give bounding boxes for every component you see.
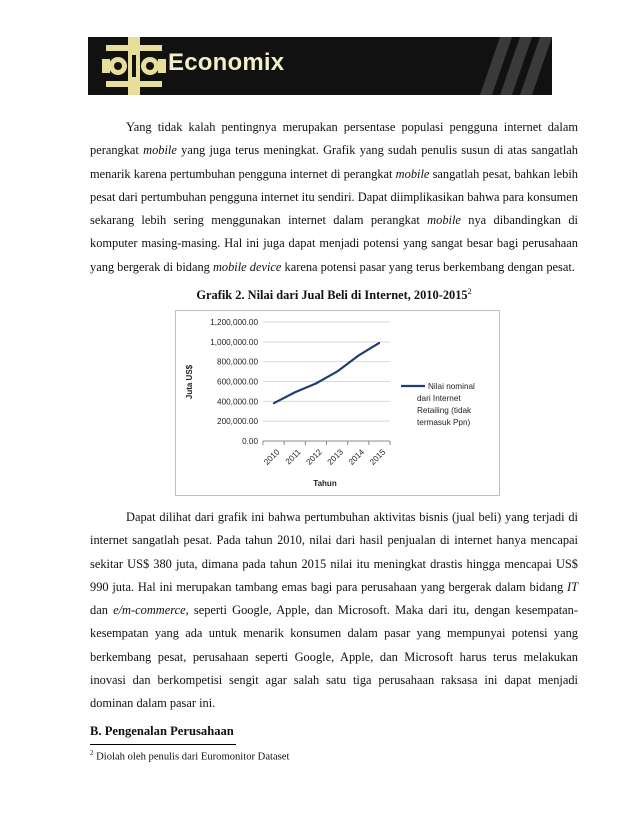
y-tick-label: 0.00 (242, 437, 258, 446)
caption-footnote-ref: 2 (467, 287, 472, 296)
y-tick-label: 1,000,000.00 (210, 337, 258, 347)
y-tick-label: 200,000.00 (217, 417, 258, 427)
header-banner (88, 37, 552, 95)
y-tick-label: 600,000.00 (217, 377, 258, 387)
x-axis-label: Tahun (313, 479, 337, 488)
data-point (294, 392, 296, 394)
paragraph-2: Dapat dilihat dari grafik ini bahwa pertumbuhan aktivitas bisnis (jual beli) yang terjadi di internet sangatlah pesat. Pada tahun 2010, nilai dari hasil penjualan di internet hanya mencapai sekitar US$ 380 juta, dimana pada tahun 2015 nilai itu meningkat drastis hingga mencapai US$ 990 juta. Hal ini merupakan tambang emas bagi para perusahaan yang bergerak dalam bidang IT dan e/m-commerce, seperti Google, Apple, dan Microsoft. Maka dari itu, dengan kesempatan-kesempatan yang ada untuk menarik konsumen dalam pasar yang mempunyai potensi yang berkembang pesat, perusahaan seperti Google, Apple, dan Microsoft harus terus melakukan inovasi dan berkompetisi sengit agar salah satu tiga perusahaan raksasa ini dapat menjadi dominan dalam pasar ini. (90, 510, 578, 711)
data-point (336, 371, 338, 373)
x-tick-label: 2011 (283, 447, 303, 467)
paragraph-1: Yang tidak kalah pentingnya merupakan persentase populasi pengguna internet dalam perangkat mobile yang juga terus meningkat. Grafik yang sudah penulis susun di atas sangatlah menarik karena pertumbuhan pengguna internet di perangkat mobile sangatlah pesat, bahkan lebih pesat dari pertumbuhan pengguna internet itu sendiri. Dapat diimplikasikan bahwa para konsumen sekarang lebih sering menggunakan internet dalam perangkat mobile nya dibandingkan di komputer masing-masing. Hal ini juga dapat menjadi potensi yang sangat besar bagi perusahaan yang bergerak di bidang mobile device karena potensi pasar yang terus berkembang dengan pesat. (90, 120, 579, 274)
footnote-number: 2 (90, 749, 94, 757)
footnote-rule (90, 744, 236, 745)
data-point (379, 342, 381, 344)
x-tick-label: 2010 (262, 447, 282, 467)
x-tick-label: 2015 (368, 447, 388, 467)
y-axis-label: Juta US$ (185, 364, 194, 400)
x-tick-label: 2012 (304, 447, 324, 467)
x-tick-label: 2013 (325, 447, 345, 467)
x-tick-label: 2014 (346, 447, 367, 467)
legend-label: Nilai nominal dari Internet Retailing (tidak termasuk Ppn) (417, 382, 475, 427)
data-point (357, 355, 359, 357)
brand-name: Economix (168, 49, 285, 76)
figure-caption: Grafik 2. Nilai dari Jual Beli di Internet, 2010-2015$^2$ (196, 287, 472, 303)
banner-stripes-decoration (88, 37, 552, 95)
line-chart (175, 310, 500, 496)
section-heading: B. Pengenalan Perusahaan (90, 724, 234, 738)
footnote (90, 749, 289, 763)
y-tick-label: 1,200,000.00 (210, 318, 258, 327)
data-point (315, 383, 317, 385)
data-point (273, 403, 275, 405)
y-tick-label: 400,000.00 (217, 397, 258, 407)
y-tick-label: 800,000.00 (217, 357, 258, 367)
footnote-text: Diolah oleh penulis dari Euromonitor Dataset (93, 751, 290, 763)
